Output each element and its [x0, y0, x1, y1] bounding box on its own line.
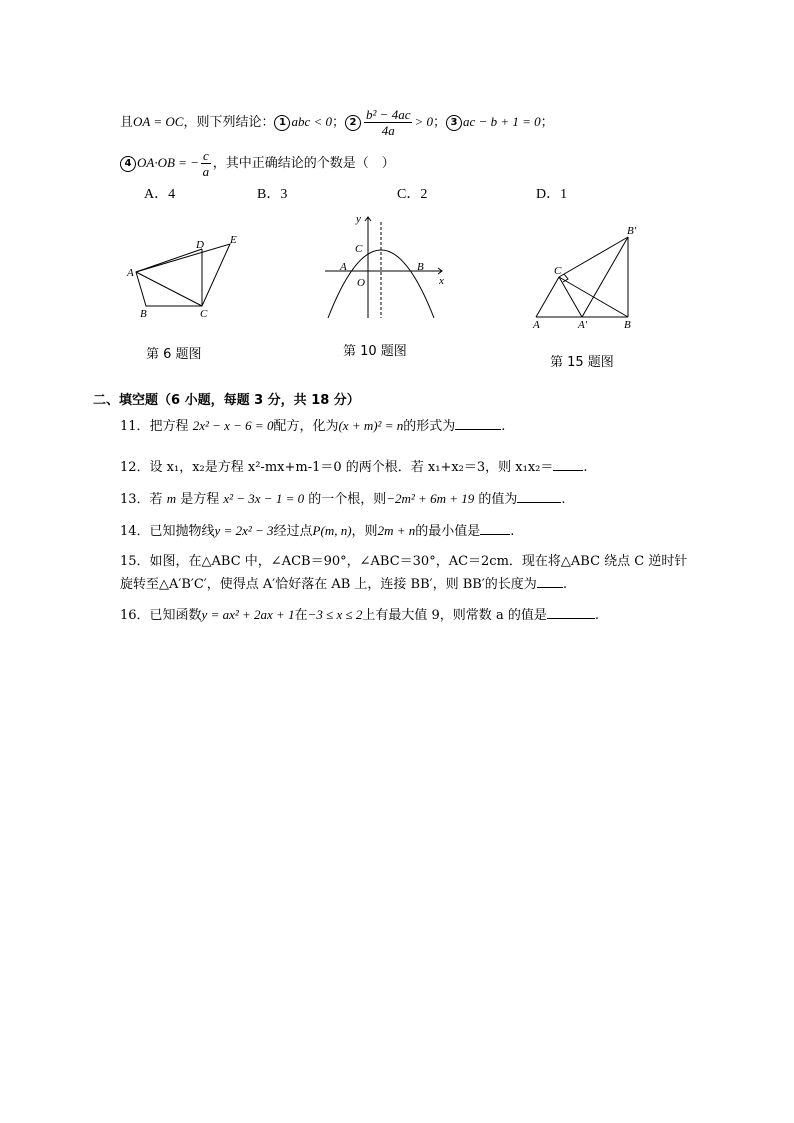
figure-6-caption: 第 6 题图 — [146, 347, 202, 362]
fig10-label-y: y — [356, 213, 361, 225]
fig15-label-a: A — [533, 319, 540, 331]
question-11: 11．把方程 2x² − x − 6 = 0配方，化为(x + m)² = n的形式为 . — [120, 418, 506, 434]
q10-line1: 且OA = OC，则下列结论： 1 abc < 0； 2 $\frac{\text{b² − 4ac}}{4a}$ > 0； 3 ac − b + 1 = 0； — [120, 107, 554, 138]
circled-3: 3 — [446, 115, 462, 131]
question-15-line1: 15．如图，在△ABC 中，∠ACB＝90°，∠ABC＝30°，AC＝2cm．现在将△ABC 绕点 C 逆时针 — [120, 554, 688, 569]
circled-1: 1 — [274, 115, 290, 131]
figure-10-caption: 第 10 题图 — [343, 344, 407, 359]
question-14: 14．已知抛物线y = 2x² − 3经过点P(m, n)，则2m + n的最小值是 . — [120, 523, 515, 539]
fig6-label-a: A — [127, 267, 134, 279]
option-a: A．4 — [144, 187, 176, 202]
answer-blank-14[interactable] — [480, 522, 510, 535]
circled-4: 4 — [120, 156, 136, 172]
fig15-right-angle-mark — [563, 274, 568, 282]
question-13: 13．若 m 是方程 x² − 3x − 1 = 0 的一个根，则−2m² + 6m + 19 的值为 . — [120, 491, 566, 507]
q10-line2: 4 OA·OB = − $\frac{c}{a}$ ，其中正确结论的个数是（ ） — [120, 148, 395, 179]
conclusion-1: abc < 0 — [291, 114, 333, 129]
fig15-segment-ca-prime — [559, 277, 582, 317]
fig10-label-a: A — [340, 261, 347, 273]
fig15-label-c: C — [554, 265, 562, 277]
fig15-segment-ac — [536, 277, 559, 317]
option-b: B．3 — [257, 187, 288, 202]
fig15-label-b: B — [624, 319, 631, 331]
fig10-label-c: C — [355, 243, 363, 255]
fig15-label-b-prime: B′ — [627, 225, 637, 237]
answer-blank-15[interactable] — [537, 575, 563, 588]
figure-10 — [320, 212, 450, 322]
fig10-label-x: x — [439, 275, 444, 287]
question-12: 12．设 x₁，x₂是方程 x²-mx+m-1＝0 的两个根．若 x₁+x₂＝3，则 x₁x₂＝ . — [120, 460, 588, 475]
fig6-label-c: C — [200, 308, 208, 320]
answer-blank-13[interactable] — [517, 490, 561, 503]
fig6-label-b: B — [140, 308, 147, 320]
conclusion-2-fraction: $\frac{\text{b² − 4ac}}{4a}$ — [366, 107, 411, 138]
fig15-label-a-prime: A′ — [578, 319, 588, 331]
question-16: 16．已知函数y = ax² + 2ax + 1在−3 ≤ x ≤ 2上有最大值 9，则常数 a 的值是 . — [120, 607, 599, 623]
option-c: C．2 — [397, 187, 428, 202]
fig6-label-d: D — [196, 239, 204, 251]
answer-blank-12[interactable] — [553, 458, 583, 471]
question-15-line2: 旋转至△A′B′C′，使得点 A′恰好落在 AB 上，连接 BB′，则 BB′的长度为 . — [120, 577, 567, 592]
answer-blank-11[interactable] — [455, 417, 501, 430]
fig10-label-b: B — [417, 261, 424, 273]
figure-15 — [528, 222, 648, 334]
conclusion-4: OA·OB = − — [137, 155, 199, 170]
answer-blank-16[interactable] — [547, 606, 595, 619]
fig10-label-o: O — [357, 277, 365, 289]
fig15-segment-a-prime-b-prime — [582, 237, 628, 317]
fig15-segment-cb-prime — [559, 237, 628, 277]
fig6-label-e: E — [230, 234, 237, 246]
figure-6 — [120, 230, 260, 325]
figure-15-caption: 第 15 题图 — [550, 355, 614, 370]
option-d: D．1 — [536, 187, 568, 202]
fig6-diagonal-ac — [136, 272, 202, 306]
circled-2: 2 — [345, 115, 361, 131]
fig6-segment-ad — [136, 249, 202, 272]
conclusion-4-fraction: $\frac{c}{a}$ — [202, 148, 210, 179]
q10-eq-oa-oc: OA = OC — [133, 114, 184, 129]
conclusion-3: ac − b + 1 = 0 — [463, 114, 541, 129]
section-2-title: 二、填空题（6 小题，每题 3 分，共 18 分） — [93, 393, 360, 408]
